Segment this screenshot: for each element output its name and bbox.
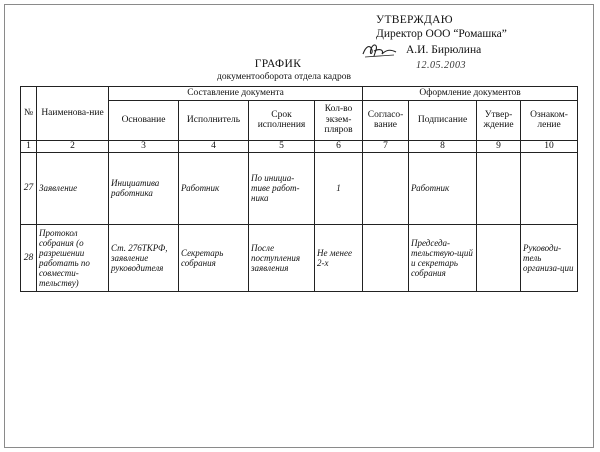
cell-name: Протокол собрания (о разрешении работать по совмести-тельству): [37, 224, 109, 291]
cell-acquaint: [521, 152, 578, 224]
signature-graphic: [360, 40, 400, 62]
cell-term: По инициа-тиве работ-ника: [249, 152, 315, 224]
approval-signer: А.И. Бирюлина: [406, 44, 482, 56]
cell-basis: Ст. 276ТКРФ, заявление руководителя: [109, 224, 179, 291]
cell-acquaint: Руководи-тель организа-ции: [521, 224, 578, 291]
workflow-table: [20, 86, 578, 292]
document-title: ГРАФИК: [254, 58, 302, 70]
cell-basis: Инициатива работника: [109, 152, 179, 224]
cell-copies: 1: [315, 152, 363, 224]
header-copies: Кол-во экзем-пляров: [315, 100, 363, 140]
header-approve: Утвер-ждение: [477, 100, 521, 140]
header-group-compose: Составление документа: [109, 87, 363, 101]
column-number-row: [21, 140, 578, 152]
header-no: №: [21, 87, 37, 141]
approval-block: [376, 14, 507, 71]
column-number: 3: [109, 140, 179, 152]
header-group-process: Оформление документов: [363, 87, 578, 101]
column-number: 10: [521, 140, 578, 152]
column-number: 1: [21, 140, 37, 152]
column-number: 2: [37, 140, 109, 152]
cell-sign: Председа-тельствую-щий и секретарь собрания: [409, 224, 477, 291]
cell-sign: Работник: [409, 152, 477, 224]
table-row: [21, 152, 578, 224]
header-basis: Основание: [109, 100, 179, 140]
column-number: 7: [363, 140, 409, 152]
cell-agree: [363, 224, 409, 291]
header-acquaint: Ознаком-ление: [521, 100, 578, 140]
column-number: 6: [315, 140, 363, 152]
cell-name: Заявление: [37, 152, 109, 224]
approval-date: 12.05.2003: [416, 60, 466, 71]
header-executor: Исполнитель: [179, 100, 249, 140]
header-agree: Согласо-вание: [363, 100, 409, 140]
table-row: [21, 224, 578, 291]
document-subtitle: документооборота отдела кадров: [217, 72, 351, 82]
cell-agree: [363, 152, 409, 224]
approval-position: Директор ООО “Ромашка”: [376, 28, 507, 40]
row-number: 28: [21, 224, 37, 291]
cell-executor: Работник: [179, 152, 249, 224]
column-number: 5: [249, 140, 315, 152]
cell-approve: [477, 224, 521, 291]
cell-term: После поступления заявления: [249, 224, 315, 291]
column-number: 8: [409, 140, 477, 152]
approval-title: УТВЕРЖДАЮ: [376, 14, 453, 26]
cell-approve: [477, 152, 521, 224]
header-group-row: [21, 87, 578, 101]
column-number: 9: [477, 140, 521, 152]
column-number: 4: [179, 140, 249, 152]
row-number: 27: [21, 152, 37, 224]
cell-executor: Секретарь собрания: [179, 224, 249, 291]
header-name: Наименова-ние: [37, 87, 109, 141]
cell-copies: Не менее 2-х: [315, 224, 363, 291]
header-term: Срок исполнения: [249, 100, 315, 140]
header-sign: Подписание: [409, 100, 477, 140]
